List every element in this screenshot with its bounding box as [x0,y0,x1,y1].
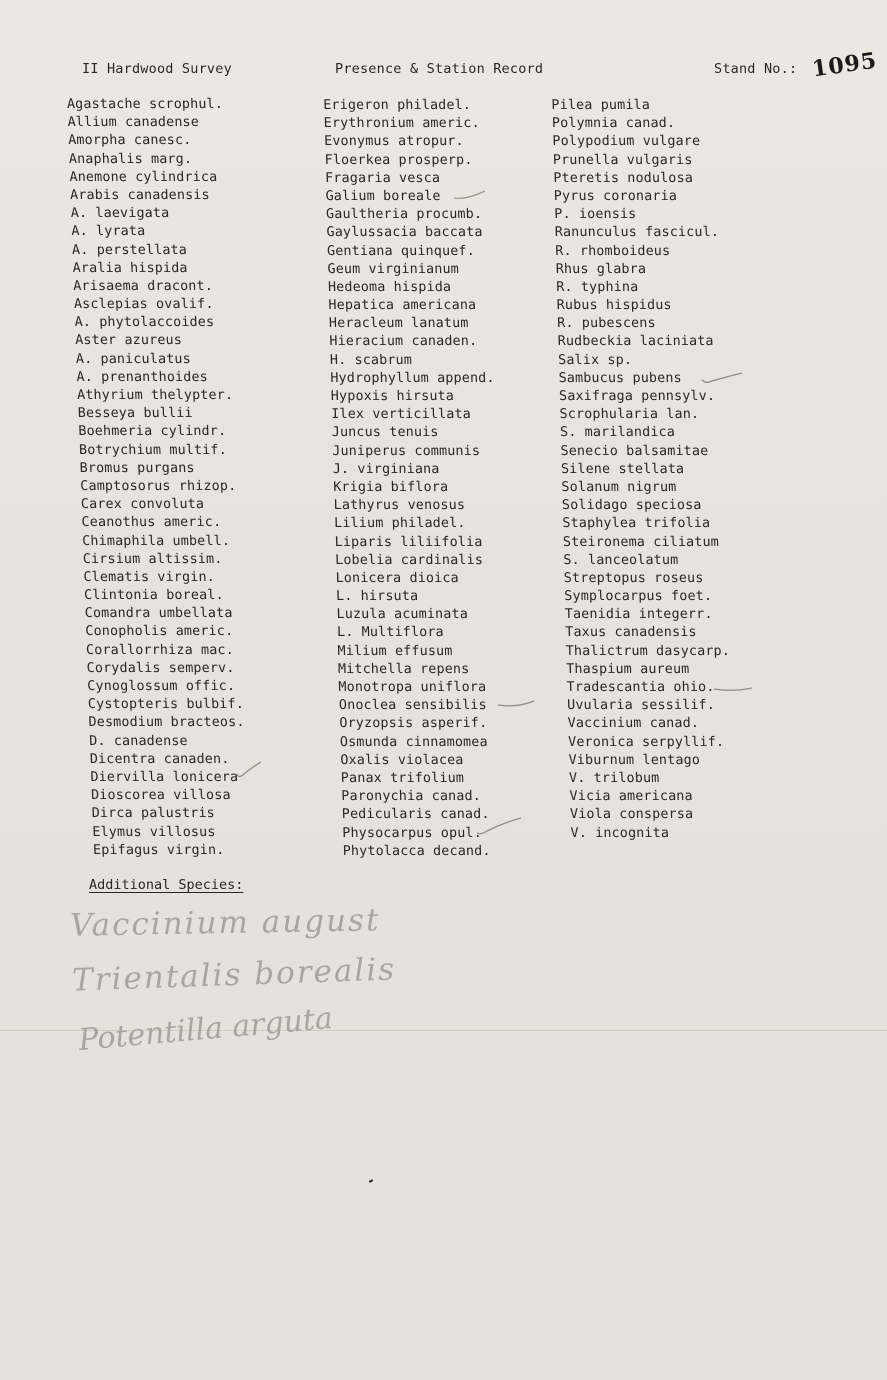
species-entry: Pteretis nodulosa [553,170,694,186]
species-entry: Staphylea trifolia [562,516,711,532]
species-entry: J. virginiana [332,461,440,477]
species-entry: Lonicera dioica [335,570,459,586]
species-entry: Comandra umbellata [84,606,233,622]
species-entry: Viola conspersa [569,807,694,823]
species-entry: Ilex verticillata [331,407,472,423]
species-entry: Anaphalis marg. [68,151,193,167]
species-entry: Milium effusum [337,643,453,659]
species-entry: Luzula acuminata [336,607,469,623]
species-entry: Panax trifolium [340,770,465,786]
species-entry: Anemone cylindrica [69,169,218,185]
species-entry: Carex convoluta [80,497,205,513]
species-entry: Agastache scrophul. [66,97,224,112]
species-entry: Osmunda cinnamomea [339,734,488,750]
species-entry: Hydrophyllum append. [330,370,495,386]
species-entry: Sambucus pubens [558,370,682,386]
species-entry: Solidago speciosa [561,498,702,514]
handwritten-species-1: Vaccinium august [69,902,381,944]
species-entry: Pilea pumila [551,98,651,113]
species-entry: Vaccinium canad. [567,716,700,732]
species-entry: Physocarpus opul. [342,825,483,841]
species-entry: Oxalis violacea [340,752,464,768]
species-entry: Evonymus atropur. [323,134,464,150]
species-entry: Taxus canadensis [565,625,697,641]
species-entry: Juniperus communis [332,443,481,459]
species-entry: Desmodium bracteos. [88,715,245,731]
species-entry: Lilium philadel. [333,516,466,532]
species-entry: R. pubescens [556,316,656,332]
species-entry: Ranunculus fascicul. [554,225,720,241]
species-entry: Scrophularia lan. [559,407,700,423]
species-entry: Corydalis semperv. [86,660,235,676]
species-entry: Hypoxis hirsuta [330,389,455,404]
species-entry: Clematis virgin. [83,569,216,585]
species-entry: Cynoglossum offic. [87,679,236,694]
species-entry: Dirca palustris [91,806,216,822]
additional-species-label: Additional Species: [89,877,244,893]
species-entry: L. hirsuta [335,589,419,605]
species-entry: Uvularia sessilif. [566,698,716,714]
species-entry: S. lanceolatum [563,552,679,568]
species-column-3 [551,97,735,843]
species-entry: Salix sp. [557,352,633,368]
species-entry: R. rhomboideus [555,243,671,259]
species-entry: Erigeron philadel. [323,98,472,113]
species-entry: Pedicularis canad. [341,807,490,823]
species-entry: Bromus purgans [79,460,195,476]
species-entry: A. paniculatus [75,351,192,367]
species-entry: Prunella vulgaris [552,152,693,168]
species-entry: Elymus villosus [92,824,216,840]
pencil-check-mark [235,760,265,780]
species-entry: Thalictrum dasycarp. [565,643,731,659]
species-entry: A. laevigata [70,206,170,222]
species-entry: Tradescantia ohio. [566,680,715,695]
species-entry: Lobelia cardinalis [334,552,484,568]
species-entry: Mitchella repens [337,661,470,677]
species-entry: Silene stellata [560,461,685,477]
species-entry: Allium canadense [67,115,200,131]
species-entry: Galium boreale [325,188,441,204]
species-entry: Liparis liliifolia [334,534,483,550]
pencil-check-mark [452,188,488,202]
stand-number: 1095 [810,47,879,83]
species-entry: Cirsium altissim. [82,551,223,567]
species-entry: V. incognita [570,825,670,841]
species-entry: Krigia biflora [333,479,449,495]
species-entry: Amorpha canesc. [67,133,192,149]
species-entry: Geum virginianum [327,261,460,277]
species-entry: S. marilandica [559,425,676,441]
species-entry: Phytolacca decand. [342,843,491,859]
species-entry: Polypodium vulgare [552,134,701,150]
species-entry: V. trilobum [568,770,660,786]
species-entry: Ceanothus americ. [81,515,222,531]
species-entry: Aralia hispida [72,260,188,276]
species-entry: Viburnum lentago [568,752,701,768]
species-entry: Hieracium canaden. [329,334,478,350]
species-entry: Gaylussacia baccata [326,225,483,241]
species-entry: Hedeoma hispida [327,279,452,295]
species-entry: Senecio balsamitae [560,443,709,459]
species-entry: Streptopus roseus [563,570,704,586]
species-entry: Oryzopsis asperif. [339,716,488,732]
species-entry: Taenidia integerr. [564,607,713,623]
species-entry: Rudbeckia laciniata [557,334,714,350]
species-entry: Rubus hispidus [556,298,672,314]
species-entry: Juncus tenuis [331,425,439,441]
pencil-check-mark [700,368,744,386]
survey-title: II Hardwood Survey [82,61,232,77]
stand-label: Stand No.: [714,61,798,77]
species-entry: Veronica serpyllif. [567,734,725,750]
species-entry: Lathyrus venosus [333,498,466,514]
species-entry: Solanum nigrum [561,479,677,495]
handwritten-species-2: Trientalis borealis [71,951,397,999]
species-entry: Erythronium americ. [323,116,480,132]
species-entry: Clintonia boreal. [83,588,224,604]
species-entry: Vicia americana [569,789,693,805]
species-entry: Dioscorea villosa [90,788,231,804]
species-entry: Cystopteris bulbif. [87,697,245,713]
species-entry: A. phytolaccoides [74,315,215,331]
species-entry: P. ioensis [554,207,637,223]
species-column-2 [323,97,507,861]
species-entry: Arisaema dracont. [73,278,214,294]
species-entry: Gentiana quinquef. [326,243,476,259]
species-entry: Saxifraga pennsylv. [558,389,716,404]
species-entry: Corallorrhiza mac. [85,642,235,658]
species-entry: Thaspium aureum [566,661,690,677]
species-entry: Chimaphila umbell. [81,533,231,549]
species-entry: Boehmeria cylindr. [78,424,227,440]
species-entry: Heracleum lanatum [328,316,469,332]
species-entry: Dicentra canaden. [89,751,230,767]
pencil-check-mark [475,815,523,837]
species-entry: Diervilla lonicera [90,769,239,785]
species-entry: H. scabrum [329,352,413,368]
species-entry: Onoclea sensibilis [338,698,487,714]
pencil-check-mark [712,684,754,696]
species-entry: Monotropa uniflora [338,680,487,695]
pencil-check-mark [496,697,536,711]
species-entry: Rhus glabra [555,261,647,277]
species-entry: Athyrium thelypter. [76,388,234,403]
species-entry: Besseya bullii [77,406,193,422]
species-entry: Steironema ciliatum [562,534,720,550]
species-column-1 [67,96,250,860]
species-entry: Floerkea prosperp. [324,152,473,168]
species-entry: Fragaria vesca [324,170,441,186]
species-entry: Botrychium multif. [78,442,228,458]
species-entry: Gaultheria procumb. [325,207,483,223]
species-entry: Polymnia canad. [551,116,676,132]
ink-speck [369,1179,373,1183]
species-entry: L. Multiflora [336,625,444,641]
species-entry: A. perstellata [71,242,188,258]
species-entry: Epifagus virgin. [92,842,225,858]
species-entry: Camptosorus rhizop. [80,478,237,494]
species-entry: Pyrus coronaria [553,188,678,204]
species-entry: Paronychia canad. [341,789,482,805]
species-entry: Arabis canadensis [69,187,211,203]
record-title: Presence & Station Record [335,61,544,77]
species-entry: D. canadense [88,733,188,749]
species-entry: A. lyrata [71,224,146,240]
species-entry: Asclepias ovalif. [73,297,214,313]
species-entry: Symplocarpus foet. [564,589,713,605]
species-entry: Hepatica americana [328,298,477,314]
species-entry: A. prenanthoides [76,369,209,385]
species-entry: Conopholis americ. [85,624,234,640]
species-entry: Aster azureus [74,333,183,349]
handwritten-species-3: Potentilla arguta [76,1000,335,1059]
species-entry: R. typhina [556,279,639,295]
